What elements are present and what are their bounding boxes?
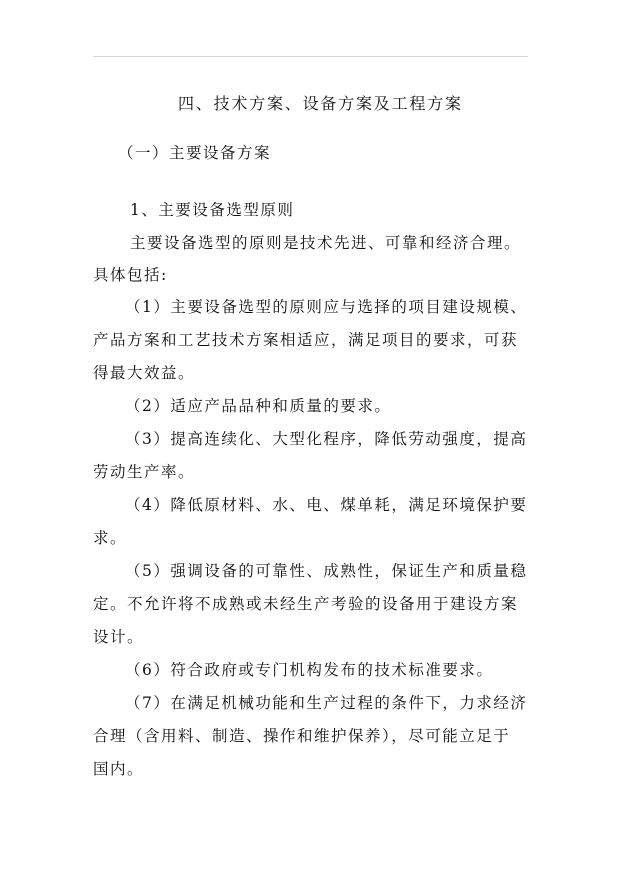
item-5-line: 设计。 — [93, 628, 145, 646]
item-3-line: （3）提高连续化、大型化程序，降低劳动强度，提高 — [125, 430, 528, 448]
item-1-line: 产品方案和工艺技术方案相适应，满足项目的要求，可获 — [93, 331, 519, 349]
item-5-line: （5）强调设备的可靠性、成熟性，保证生产和质量稳 — [125, 562, 528, 580]
subsection-heading: 1、主要设备选型原则 — [130, 201, 295, 219]
item-1-line: 得最大效益。 — [93, 364, 196, 382]
page-title: 四、技术方案、设备方案及工程方案 — [178, 94, 463, 113]
item-6-line: （6）符合政府或专门机构发布的技术标准要求。 — [125, 661, 494, 679]
intro-line: 主要设备选型的原则是技术先进、可靠和经济合理。 — [130, 234, 522, 252]
header-rule — [93, 56, 528, 57]
item-7-line: （7）在满足机械功能和生产过程的条件下，力求经济 — [125, 694, 528, 712]
item-7-line: 合理（含用料、制造、操作和维护保养），尽可能立足于 — [93, 727, 511, 745]
item-4-line: （4）降低原材料、水、电、煤单耗，满足环境保护要 — [125, 496, 528, 514]
item-2-line: （2）适应产品品种和质量的要求。 — [125, 397, 392, 415]
item-3-line: 劳动生产率。 — [93, 463, 196, 481]
item-7-line: 国内。 — [93, 760, 145, 778]
item-5-line: 定。不允许将不成熟或未经生产考验的设备用于建设方案 — [93, 595, 519, 613]
item-4-line: 求。 — [93, 529, 128, 547]
section-heading: （一）主要设备方案 — [118, 144, 272, 162]
intro-line: 具体包括: — [93, 266, 168, 284]
item-1-line: （1）主要设备选型的原则应与选择的项目建设规模、 — [125, 298, 528, 316]
